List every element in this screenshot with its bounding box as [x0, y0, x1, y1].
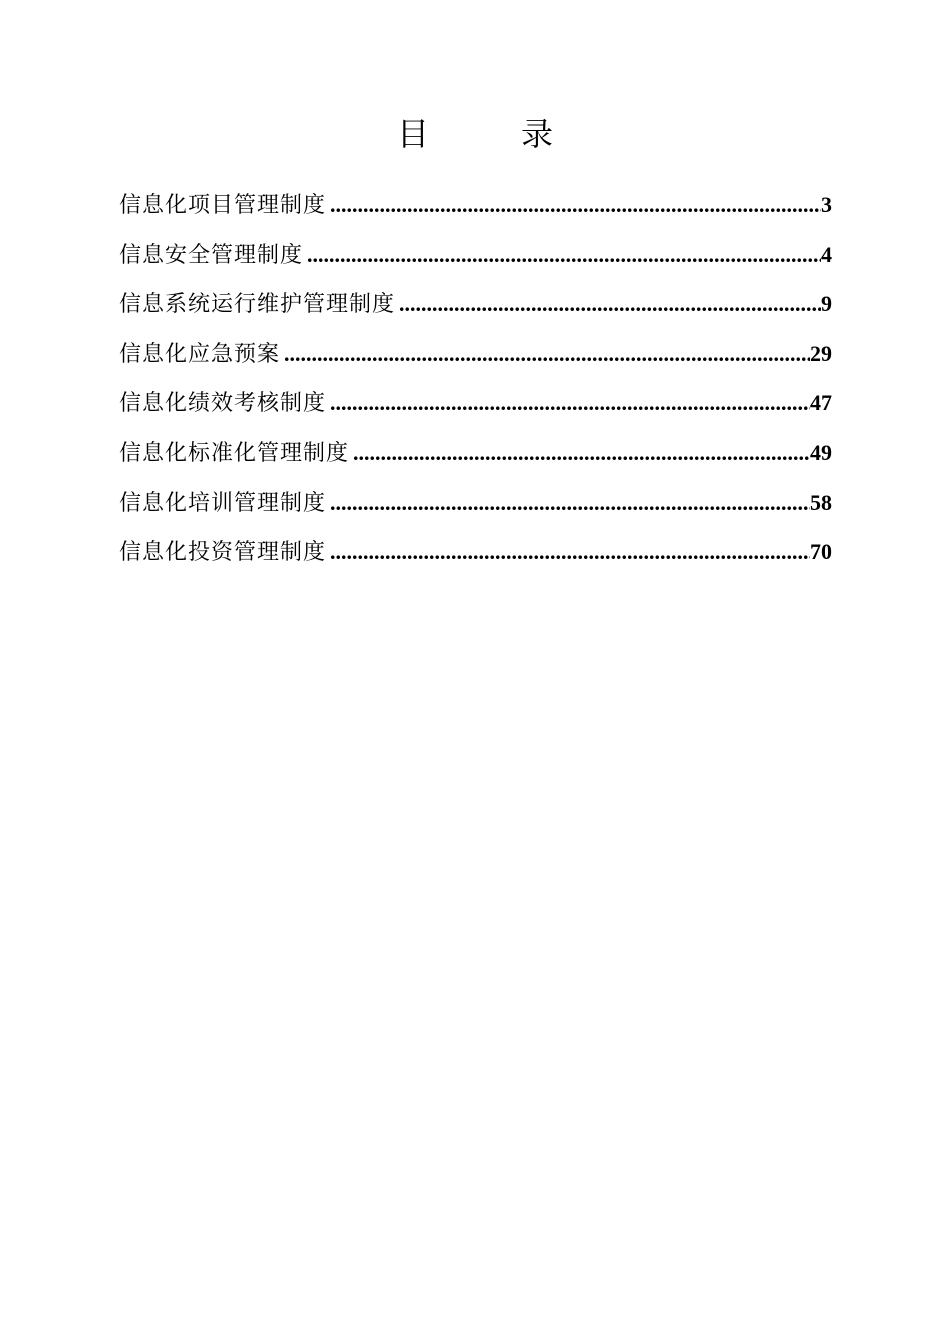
- toc-entry-title: 信息化培训管理制度: [119, 490, 327, 516]
- toc-entry-title: 信息化投资管理制度: [119, 540, 327, 566]
- toc-entry-page: 29: [810, 340, 832, 366]
- toc-dot-leader: [349, 431, 810, 475]
- toc-entry-page: 9: [821, 291, 832, 317]
- toc-entry-title: 信息化项目管理制度: [119, 193, 327, 218]
- toc-entry-page: 70: [810, 539, 832, 565]
- toc-entry[interactable]: [119, 530, 832, 580]
- toc-entry-title: 信息化标准化管理制度: [119, 440, 350, 466]
- toc-entry-page: 4: [821, 241, 832, 267]
- toc-entry[interactable]: [119, 431, 832, 481]
- toc-entry[interactable]: [119, 481, 832, 531]
- toc-entry[interactable]: [119, 332, 832, 382]
- toc-dot-leader: [326, 381, 810, 425]
- toc-dot-leader: [326, 530, 810, 574]
- toc-entry-page: 49: [810, 439, 832, 465]
- toc-dot-leader: [280, 332, 810, 376]
- toc-entry-title: 信息化应急预案: [119, 341, 281, 367]
- toc-entry-title: 信息安全管理制度: [119, 242, 304, 268]
- toc-entry[interactable]: [119, 282, 832, 332]
- toc-entry-page: 58: [810, 489, 832, 515]
- toc-dot-leader: [326, 183, 821, 227]
- toc-entry-title: 信息系统运行维护管理制度: [119, 292, 396, 318]
- toc-entry-page: 47: [810, 390, 832, 416]
- table-of-contents: [119, 183, 832, 580]
- toc-title: 目 录: [396, 115, 583, 153]
- toc-dot-leader: [303, 233, 821, 277]
- toc-entry-page: 3: [821, 192, 832, 217]
- toc-dot-leader: [395, 282, 821, 326]
- toc-dot-leader: [326, 481, 810, 525]
- toc-entry-title: 信息化绩效考核制度: [119, 391, 327, 417]
- toc-entry[interactable]: [119, 233, 832, 283]
- toc-entry[interactable]: [119, 381, 832, 431]
- toc-entry[interactable]: [119, 183, 832, 233]
